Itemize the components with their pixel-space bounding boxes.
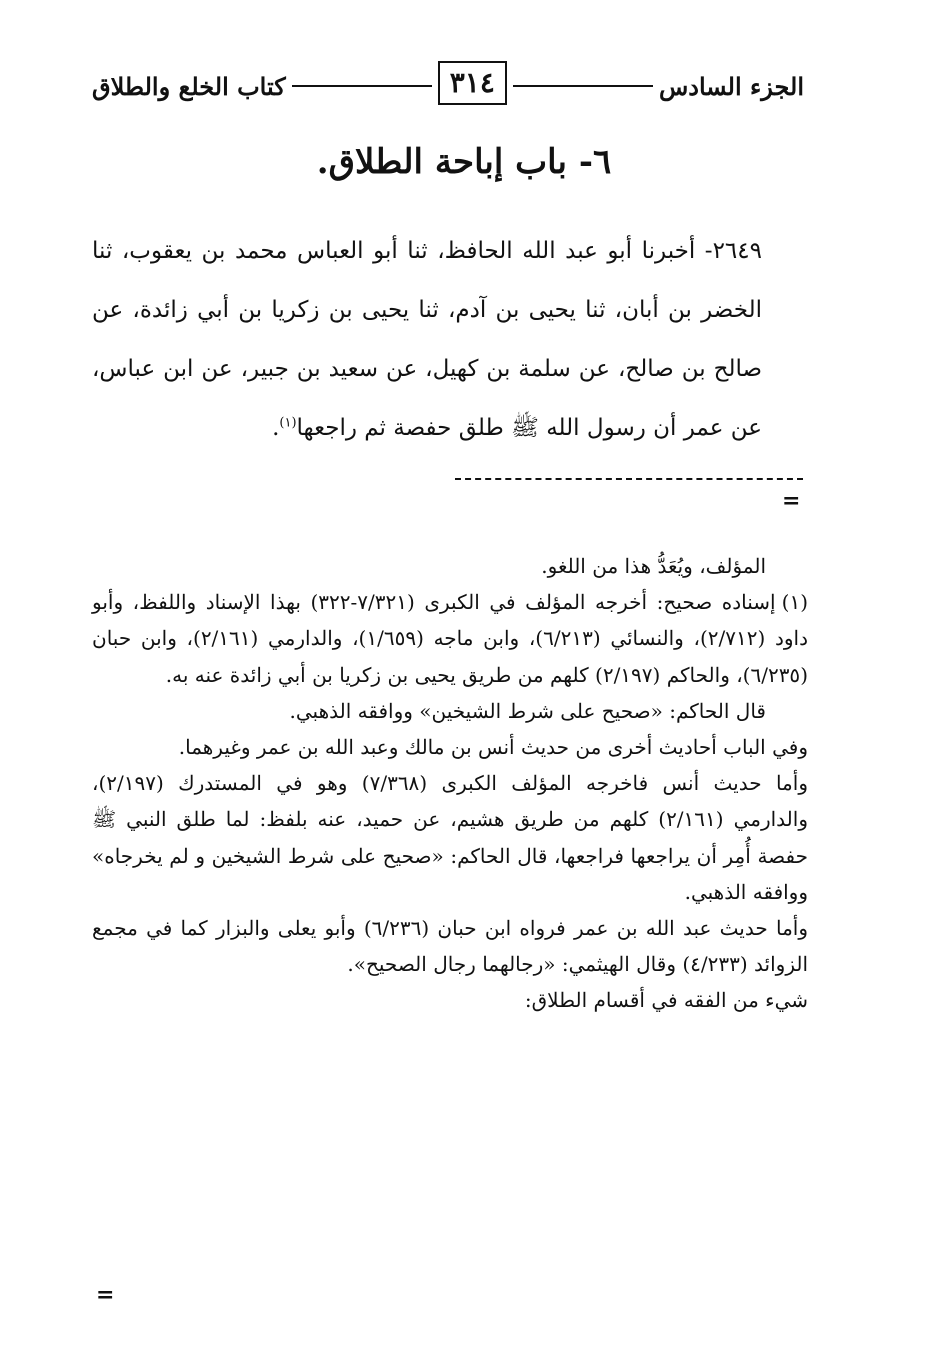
hadith-paragraph bbox=[92, 222, 804, 458]
page-number: ٣١٤ bbox=[438, 61, 507, 105]
header-rule-left bbox=[292, 85, 432, 87]
footnote-1 bbox=[92, 584, 808, 693]
page-header bbox=[92, 58, 804, 114]
footnote-paragraph-2: وأما حديث أنس فاخرجه المؤلف الكبرى (٧/٣٦٨) وهو في المستدرك (٢/١٩٧)، والدارمي (٢/١٦١) كلهم من طريق هشيم، عن حميد، عنه بلفظ: لما طلق النبي ﷺ حفصة أُمِر أن يراجعها فراجعها، قال الحاكم: «صحيح على شرط الشيخين و لم يخرجاه» ووافقه الذهبي. bbox=[92, 771, 808, 904]
separator-mark: = bbox=[782, 488, 801, 514]
footnote-separator bbox=[455, 478, 803, 480]
footnote-paragraph-1: وفي الباب أحاديث أخرى من حديث أنس بن مالك وعبد الله بن عمر وغيرهما. bbox=[178, 735, 808, 760]
hadith-body bbox=[92, 222, 804, 458]
hadith-text: - أخبرنا أبو عبد الله الحافظ، ثنا أبو العباس محمد بن يعقوب، ثنا الخضر بن أبان، ثنا يحيى بن آدم، ثنا يحيى بن زكريا بن أبي زائدة، عن صالح بن صالح، عن سلمة بن كهيل، عن سعيد بن جبير، عن ابن عباس، عن عمر أن رسول الله ﷺ طلق حفصة ثم راجعها bbox=[92, 238, 762, 441]
footnote-1-number: (١) bbox=[781, 590, 808, 615]
footnote-paragraph-3: وأما حديث عبد الله بن عمر فرواه ابن حبان (٦/٢٣٦) وأبو يعلى والبزار كما في مجمع الزوائد (٤/٢٣٣) وقال الهيثمي: «رجالهما رجال الصحيح». bbox=[92, 916, 808, 977]
footnotes bbox=[92, 548, 808, 1019]
footnote-1-text: إسناده صحيح: أخرجه المؤلف في الكبرى (٧/٣٢١-٣٢٢) بهذا الإسناد واللفظ، وأبو داود (٢/٧١٢)، والنسائي (٦/٢١٣)، وابن ماجه (١/٦٥٩)، والدارمي (٢/١٦١)، وابن حبان (٦/٢٣٥)، والحاكم (٢/١٩٧) كلهم من طريق يحيى بن زكريا بن أبي زائدة عنه به. bbox=[92, 590, 809, 687]
hadith-end: . bbox=[272, 415, 280, 441]
footnote-continuation: المؤلف، ويُعَدُّ هذا من اللغو. bbox=[541, 554, 766, 578]
hadith-number: ٢٦٤٩ bbox=[712, 238, 762, 264]
book-title: كتاب الخلع والطلاق bbox=[91, 71, 286, 101]
footnote-marker: (١) bbox=[279, 415, 297, 431]
footnote-paragraph-4: شيء من الفقه في أقسام الطلاق: bbox=[524, 988, 808, 1013]
footnote-hakim: قال الحاكم: «صحيح على شرط الشيخين» ووافقه الذهبي. bbox=[289, 698, 766, 723]
page-end-mark: = bbox=[96, 1282, 115, 1308]
header-rule-right bbox=[513, 85, 653, 87]
chapter-title: ٦- باب إباحة الطلاق. bbox=[316, 142, 612, 182]
volume-label: الجزء السادس bbox=[658, 71, 804, 101]
